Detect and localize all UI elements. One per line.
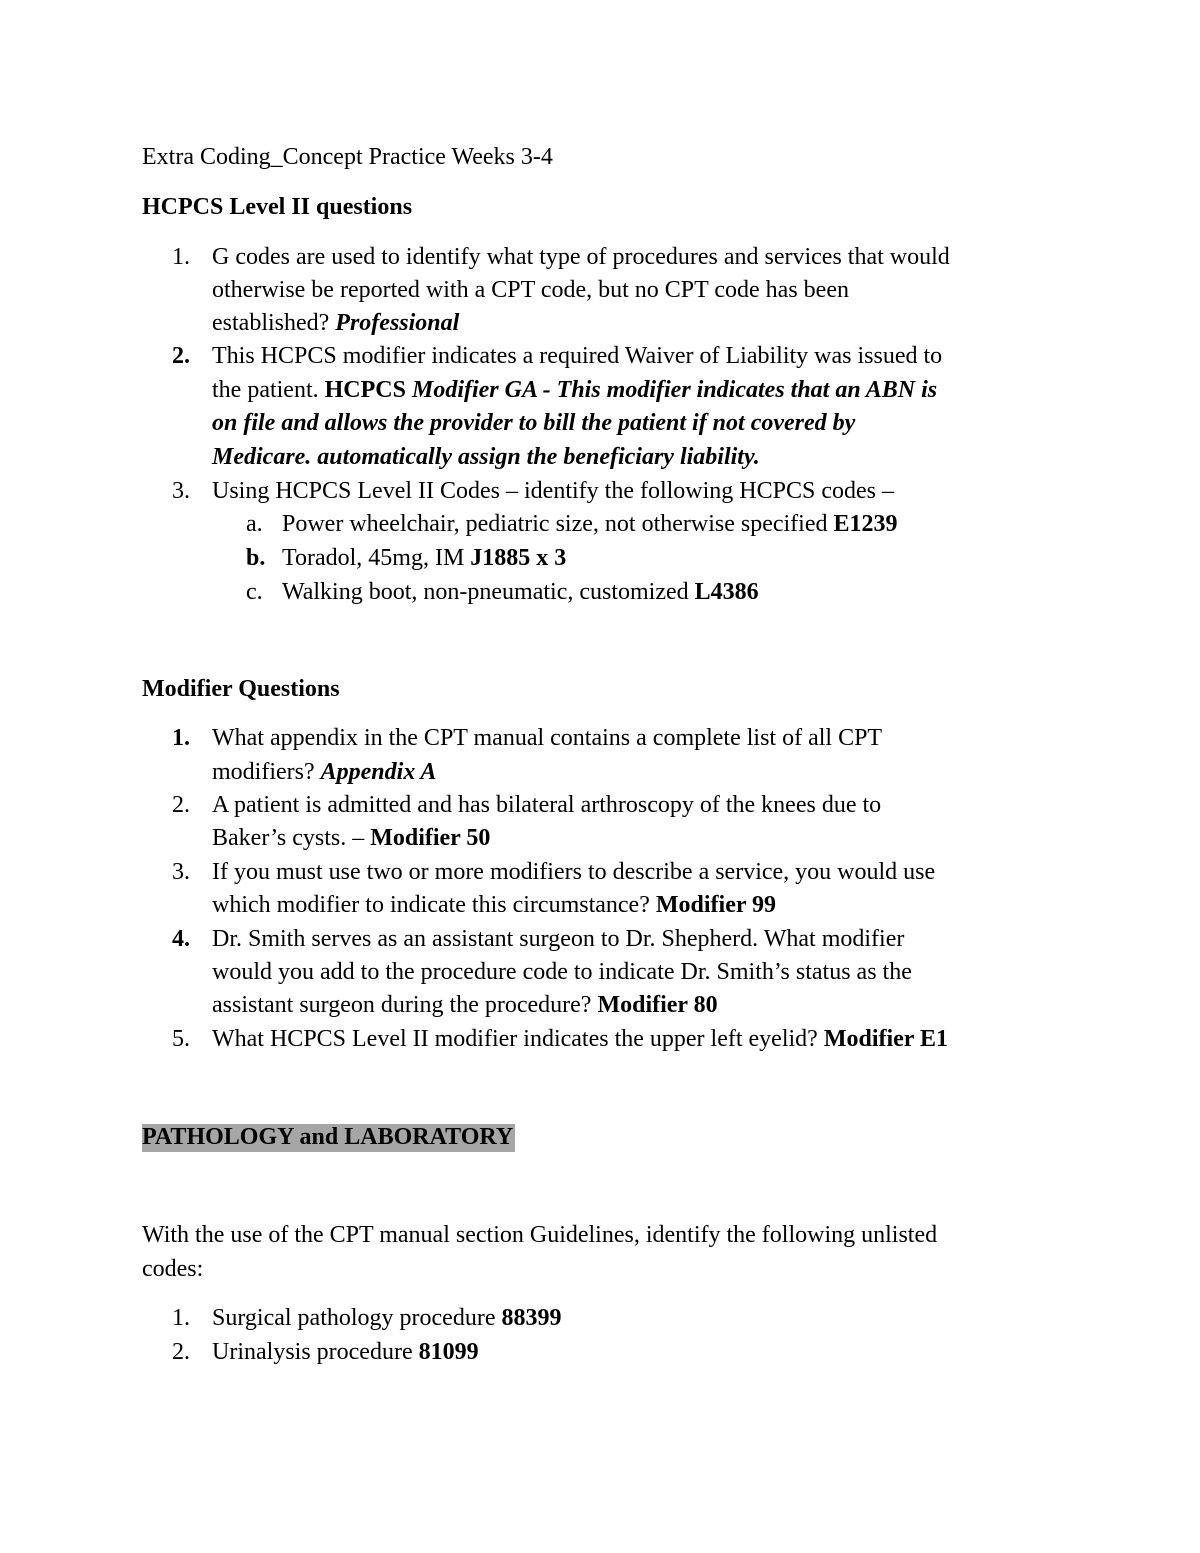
pathology-heading-text: PATHOLOGY and LABORATORY <box>142 1124 514 1150</box>
modifier-q4-line2: would you add to the procedure code to indicate Dr. Smith’s status as the <box>212 959 912 985</box>
hcpcs-q3b-item <box>282 542 566 576</box>
hcpcs-q3c-item <box>282 576 759 610</box>
modifier-q1-answer: Appendix A <box>320 759 437 785</box>
hcpcs-q1-line3-text: established? <box>212 310 330 336</box>
modifier-q4-line3 <box>212 989 718 1023</box>
modifier-q5-line1 <box>212 1023 948 1057</box>
modifier-q3-number: 3. <box>172 859 190 885</box>
pathology-item1-text: Surgical pathology procedure <box>212 1305 496 1331</box>
pathology-item1-code: 88399 <box>501 1305 562 1331</box>
hcpcs-q2-line1: This HCPCS modifier indicates a required Waiver of Liability was issued to <box>212 343 943 369</box>
modifier-q2-answer: Modifier 50 <box>370 825 491 851</box>
modifier-q3-line1: If you must use two or more modifiers to describe a service, you would use <box>212 859 936 885</box>
hcpcs-q1-number: 1. <box>172 244 190 270</box>
hcpcs-q2-answer-part1: Modifier GA - This modifier indicates that an ABN is <box>411 377 938 403</box>
modifier-q3-line2 <box>212 889 776 923</box>
modifier-q2-line1: A patient is admitted and has bilateral arthroscopy of the knees due to <box>212 792 882 818</box>
pathology-intro-line2: codes: <box>142 1256 204 1282</box>
modifier-q2-number: 2. <box>172 792 190 818</box>
hcpcs-q2-line2 <box>212 374 937 408</box>
hcpcs-q1-line2: otherwise be reported with a CPT code, but no CPT code has been <box>212 277 849 303</box>
modifier-q1-number: 1. <box>172 725 190 751</box>
modifier-q1-line2 <box>212 756 436 790</box>
hcpcs-q2-answer-part2: on file and allows the provider to bill the patient if not covered by <box>212 410 856 436</box>
hcpcs-q3b-code: J1885 x 3 <box>470 545 567 571</box>
hcpcs-q2-answer-part3: Medicare. automatically assign the beneficiary liability. <box>212 444 760 470</box>
hcpcs-q3a-code: E1239 <box>833 511 898 537</box>
hcpcs-q3b-letter: b. <box>246 545 266 571</box>
pathology-item1 <box>212 1302 561 1336</box>
hcpcs-q3c-text: Walking boot, non-pneumatic, customized <box>282 579 689 605</box>
modifier-q4-number: 4. <box>172 926 190 952</box>
modifier-q2-line2 <box>212 822 490 856</box>
hcpcs-q1-line3 <box>212 307 459 341</box>
hcpcs-q3a-item <box>282 508 898 542</box>
pathology-item2-text: Urinalysis procedure <box>212 1339 413 1365</box>
hcpcs-q3c-letter: c. <box>246 579 263 605</box>
modifier-q2-line2-text: Baker’s cysts. – <box>212 825 365 851</box>
hcpcs-q2-line2-bold: HCPCS <box>324 377 406 403</box>
modifier-q1-line1: What appendix in the CPT manual contains a complete list of all CPT <box>212 725 883 751</box>
hcpcs-q3a-text: Power wheelchair, pediatric size, not otherwise specified <box>282 511 828 537</box>
modifier-q5-text: What HCPCS Level II modifier indicates the upper left eyelid? <box>212 1026 818 1052</box>
hcpcs-q1-line1: G codes are used to identify what type of procedures and services that would <box>212 244 950 270</box>
modifier-q1-line2-text: modifiers? <box>212 759 315 785</box>
modifier-heading: Modifier Questions <box>142 676 340 702</box>
hcpcs-q2-number: 2. <box>172 343 190 369</box>
pathology-item1-number: 1. <box>172 1305 190 1331</box>
hcpcs-q3-number: 3. <box>172 478 190 504</box>
pathology-item2-number: 2. <box>172 1339 190 1365</box>
modifier-q3-line2-text: which modifier to indicate this circumstance? <box>212 892 650 918</box>
modifier-q3-answer: Modifier 99 <box>655 892 777 918</box>
modifier-q4-line1: Dr. Smith serves as an assistant surgeon to Dr. Shepherd. What modifier <box>212 926 905 952</box>
modifier-q4-answer: Modifier 80 <box>597 992 718 1018</box>
hcpcs-q1-answer: Professional <box>335 310 460 336</box>
modifier-q4-line3-text: assistant surgeon during the procedure? <box>212 992 592 1018</box>
modifier-q5-answer: Modifier E1 <box>823 1026 949 1052</box>
hcpcs-q3b-text: Toradol, 45mg, IM <box>282 545 465 571</box>
pathology-item2 <box>212 1336 479 1370</box>
hcpcs-heading: HCPCS Level II questions <box>142 194 413 220</box>
hcpcs-q3a-letter: a. <box>246 511 263 537</box>
pathology-intro-line1: With the use of the CPT manual section Guidelines, identify the following unlisted <box>142 1222 938 1248</box>
hcpcs-q3-text: Using HCPCS Level II Codes – identify the following HCPCS codes – <box>212 478 894 504</box>
pathology-heading <box>142 1121 515 1155</box>
pathology-item2-code: 81099 <box>418 1339 479 1365</box>
hcpcs-q3c-code: L4386 <box>694 579 759 605</box>
hcpcs-q2-line2-text: the patient. <box>212 377 319 403</box>
modifier-q5-number: 5. <box>172 1026 190 1052</box>
document-title: Extra Coding_Concept Practice Weeks 3-4 <box>142 144 553 170</box>
